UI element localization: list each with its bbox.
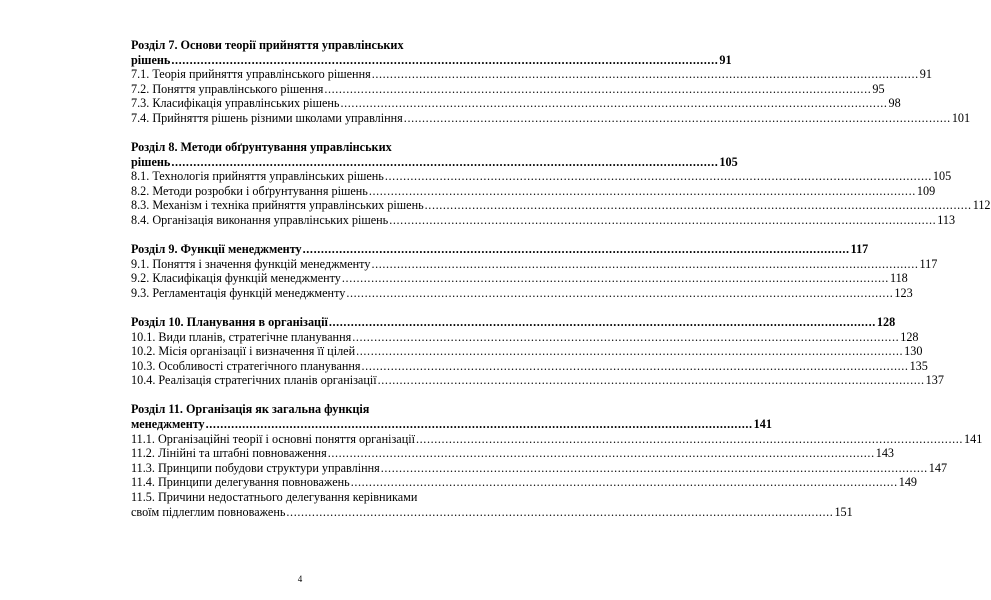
section-heading-entry-page: 91	[719, 52, 732, 67]
toc-item-label: 11.4. Принципи делегування повноважень	[131, 475, 350, 490]
page-number: 4	[297, 574, 303, 584]
toc-section	[131, 38, 971, 126]
toc-item-label: 7.4. Прийняття рішень різними школами управління	[131, 110, 403, 125]
toc-item-page: 137	[925, 373, 944, 388]
section-heading-entry-label: Розділ 10. Планування в організації	[131, 315, 328, 329]
toc-section	[131, 402, 983, 519]
toc-item-label: 9.2. Класифікація функцій менеджменту	[131, 271, 341, 286]
toc-item	[131, 198, 991, 213]
toc-item-label: 9.3. Регламентація функцій менеджменту	[131, 285, 346, 300]
toc-item-page: 143	[875, 446, 894, 461]
section-heading-entry-page: 105	[719, 154, 738, 169]
toc-section	[131, 315, 944, 388]
toc-item	[131, 431, 983, 447]
toc-item	[131, 96, 901, 111]
section-heading-entry	[131, 242, 869, 257]
toc-item-label: 10.4. Реалізація стратегічних планів організації	[131, 373, 377, 388]
dot-leader	[171, 53, 718, 68]
dot-leader	[378, 373, 925, 388]
dot-leader	[328, 446, 875, 461]
toc-item-label: 7.3. Класифікація управлінських рішень	[131, 96, 340, 111]
toc-item-page: 151	[834, 504, 853, 519]
dot-leader	[416, 432, 963, 447]
toc-section	[131, 140, 991, 228]
dot-leader	[340, 96, 887, 111]
section-heading-entry	[131, 154, 738, 170]
toc-item-label: своїм підлеглим повноважень	[131, 504, 286, 519]
toc-item-label: 8.4. Організація виконання управлінських рішень	[131, 213, 389, 228]
dot-leader	[351, 475, 898, 490]
dot-leader	[206, 417, 753, 432]
dot-leader	[404, 111, 951, 126]
dot-leader	[425, 198, 972, 213]
toc-item	[131, 460, 948, 476]
toc-item-page: 123	[894, 285, 913, 300]
toc-item-page: 105	[932, 169, 952, 184]
toc-item-label: 11.1. Організаційні теорії і основні поняття організації	[131, 431, 416, 446]
dot-leader	[286, 505, 833, 520]
toc-item-label: 10.3. Особливості стратегічного планування	[131, 358, 361, 373]
toc-item-label: 7.2. Поняття управлінського рішення	[131, 81, 324, 96]
toc-item	[131, 373, 944, 388]
section-heading-entry	[131, 315, 896, 330]
toc-item-label: 10.1. Види планів, стратегічне планування	[131, 329, 352, 344]
toc-item-page: 128	[900, 329, 919, 344]
toc-item	[131, 256, 938, 272]
toc-item-page: 118	[889, 271, 908, 286]
dot-leader	[329, 315, 876, 330]
toc-item	[131, 81, 885, 97]
toc-item-label: 8.1. Технологія прийняття управлінських рішень	[131, 169, 384, 184]
dot-leader	[385, 169, 932, 184]
dot-leader	[346, 286, 893, 301]
toc-item	[131, 213, 956, 228]
toc-item-label: 11.2. Лінійні та штабні повноваження	[131, 446, 327, 461]
toc-item	[131, 67, 932, 82]
dot-leader	[342, 271, 889, 286]
section-heading-entry-page: 141	[753, 417, 772, 432]
section-heading: Розділ 7. Основи теорії прийняття управлінських	[131, 38, 404, 52]
section-heading-entry-label: Розділ 9. Функції менеджменту	[131, 242, 302, 257]
section-heading-entry-page: 117	[850, 242, 869, 257]
toc-item-label: 8.2. Методи розробки і обґрунтування рішень	[131, 183, 368, 198]
dot-leader	[372, 67, 919, 82]
toc-item	[131, 285, 913, 301]
toc-item-line: 11.5. Причини недостатнього делегування керівниками	[131, 490, 418, 505]
toc-item-label: 10.2. Місія організації і визначення її цілей	[131, 344, 356, 359]
toc-item-page: 117	[919, 256, 938, 271]
dot-leader	[324, 82, 871, 97]
toc-item	[131, 329, 919, 345]
section-heading-entry-label: рішень	[131, 154, 171, 169]
toc-item-page: 95	[872, 81, 885, 96]
section-heading-entry	[131, 417, 772, 432]
dot-leader	[371, 257, 918, 272]
toc-item-label: 7.1. Теорія прийняття управлінського рішення	[131, 67, 371, 82]
toc-item	[131, 504, 853, 520]
toc-item-page: 135	[909, 358, 928, 373]
toc-item	[131, 183, 936, 199]
toc-section	[131, 242, 938, 300]
table-of-contents	[131, 38, 991, 534]
toc-item	[131, 446, 894, 461]
section-heading-entry-label: рішень	[131, 52, 171, 67]
toc-item-page: 112	[972, 198, 991, 213]
dot-leader	[362, 359, 909, 374]
toc-item-page: 141	[964, 431, 983, 446]
section-heading-entry-label: менеджменту	[131, 417, 205, 432]
toc-item-page: 109	[916, 183, 936, 198]
section-heading-entry	[131, 52, 732, 68]
toc-item-page: 91	[919, 67, 932, 82]
toc-item-label: 9.1. Поняття і значення функцій менеджменту	[131, 256, 371, 271]
section-heading-entry-page: 128	[876, 315, 896, 329]
dot-leader	[381, 461, 928, 476]
toc-item-label: 8.3. Механізм і техніка прийняття управлінських рішень	[131, 198, 424, 213]
toc-item-page: 147	[928, 460, 948, 475]
toc-item-page: 101	[951, 110, 971, 125]
dot-leader	[356, 344, 903, 359]
toc-item	[131, 475, 917, 490]
section-heading: Розділ 8. Методи обґрунтування управлінських	[131, 140, 392, 155]
toc-item-page: 113	[937, 213, 956, 228]
toc-item	[131, 110, 971, 126]
section-heading: Розділ 11. Організація як загальна функція	[131, 402, 370, 417]
toc-item-page: 149	[898, 475, 917, 490]
toc-item	[131, 344, 923, 359]
toc-item	[131, 358, 928, 374]
toc-item-label: 11.3. Принципи побудови структури управління	[131, 460, 380, 475]
toc-item	[131, 271, 908, 286]
dot-leader	[171, 155, 718, 170]
toc-item-page: 98	[888, 96, 901, 111]
dot-leader	[389, 213, 936, 228]
toc-item-page: 130	[904, 344, 923, 359]
dot-leader	[352, 330, 899, 345]
dot-leader	[303, 242, 850, 257]
dot-leader	[369, 184, 916, 199]
toc-item	[131, 169, 952, 184]
